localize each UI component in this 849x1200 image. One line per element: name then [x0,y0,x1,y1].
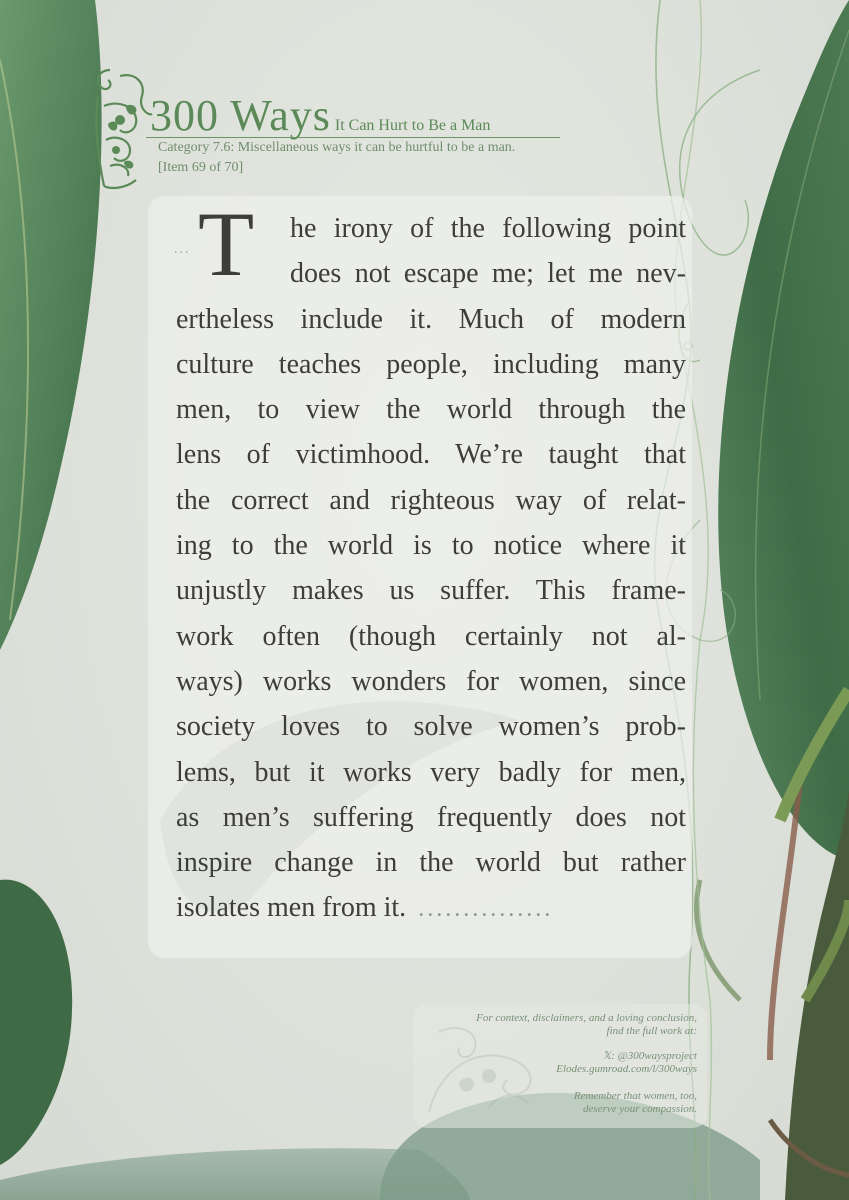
leaf-top-left [0,0,102,650]
title-underline [146,137,560,138]
text-line: does not escape me; let me nev- [290,258,686,290]
footer-context-line: For context, disclaimers, and a loving conclusion, [476,1012,697,1024]
body-text [176,206,686,931]
text-line: society loves to solve women’s prob- [176,711,686,743]
text-line: isolates men from it. [176,892,407,924]
text-line: unjustly makes us suffer. This frame- [176,575,686,607]
footer-remember-line: Remember that women, too, [573,1090,697,1102]
title-line [150,90,490,141]
text-line: ing to the world is to notice where it [176,530,686,562]
text-line: inspire change in the world but rather [176,847,686,879]
footer-box [413,1004,707,1128]
text-panel [148,193,692,958]
trailing-dots: ............... [418,896,554,923]
footer-url: Elodes.gumroad.com/l/300ways [556,1063,697,1075]
text-line: work often (though certainly not al- [176,620,686,652]
text-line: lems, but it works very badly for men, [176,756,686,788]
text-line: lens of victimhood. We’re taught that [176,439,686,471]
footer-flourish-icon [419,1012,559,1124]
stem-right [785,790,849,1200]
flourish-ornament-icon [90,66,154,192]
drop-cap: T [198,193,255,295]
category-label: Category 7.6: Miscellaneous ways it can be hurtful to be a man. [158,140,516,155]
page-title: 300 Ways [150,91,331,140]
text-line: ways) works wonders for women, since [176,665,686,697]
text-line: as men’s suffering frequently does not [176,801,686,833]
text-line: culture teaches people, including many [176,348,686,380]
leaf-bottom-left [0,880,72,1165]
leading-dots: ... [174,242,191,257]
text-line: men, to view the world through the [176,394,686,426]
text-line-last [176,885,686,930]
footer-x-handle: 𝕏: @300waysproject [602,1050,697,1062]
text-line: ertheless include it. Much of modern [176,303,686,335]
footer-remember-line: deserve your compassion. [583,1103,697,1115]
text-line: the correct and righteous way of relat- [176,484,686,516]
text-line: he irony of the following point [290,213,686,244]
item-counter: [Item 69 of 70] [158,160,244,175]
page-subtitle: It Can Hurt to Be a Man [334,117,491,134]
header [90,66,610,196]
footer-context-line: find the full work at: [606,1025,697,1037]
